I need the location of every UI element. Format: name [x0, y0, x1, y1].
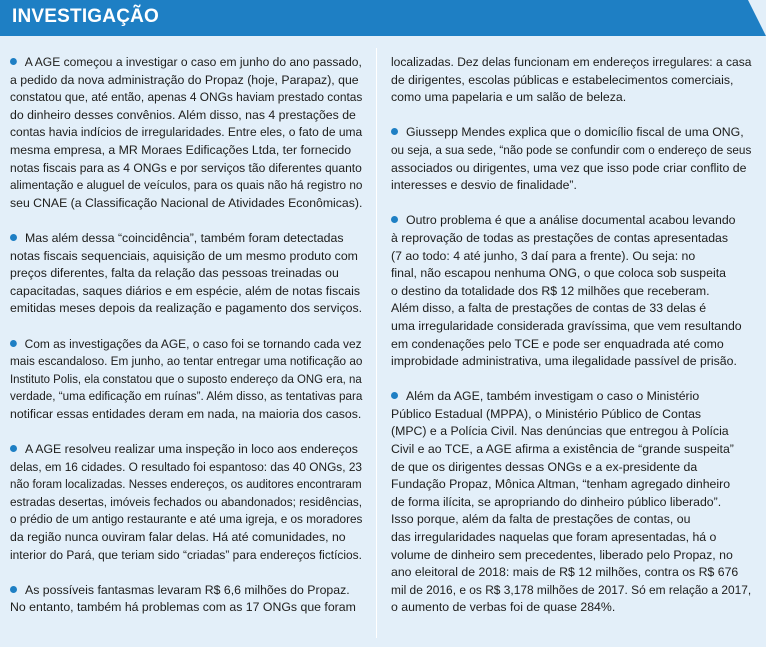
bullet-icon: [10, 586, 17, 593]
right-column: [391, 54, 751, 635]
section-header: [0, 0, 766, 36]
header-corner-notch: [748, 0, 766, 36]
paragraph-line: capacitadas, saques diários e em espécie, além de notas fiscais: [10, 283, 360, 298]
paragraph-line: notas fiscais para as 4 ONGs e por serviços tão diferentes quanto: [10, 160, 362, 175]
left-column: [10, 54, 362, 635]
paragraph-line: contas havia indícios de irregularidades. Entre eles, o fato de uma: [10, 125, 363, 140]
paragraph-line: verdade, “uma edificação em ruínas”. Além disso, as tentativas para: [10, 389, 363, 404]
paragraph-line: notificar essas entidades deram em nada, na maioria dos casos.: [10, 406, 362, 421]
paragraph-line: ou seja, a sua sede, “não pode se confundir com o endereço de seus: [391, 142, 752, 157]
paragraph-line: Público Estadual (MPPA), o Ministério Público de Contas: [391, 406, 702, 421]
paragraph-line: Além da AGE, também investigam o caso o Ministério: [406, 389, 700, 404]
paragraph-line: mil de 2016, e os R$ 3,178 milhões de 2017. Só em relação a 2017,: [391, 582, 752, 597]
paragraph-line: o destino da totalidade dos R$ 12 milhões que receberam.: [391, 283, 710, 298]
paragraph-line: A AGE resolveu realizar uma inspeção in loco aos endereços: [25, 442, 358, 457]
paragraph-line: Além disso, a falta de prestações de contas de 33 delas é: [391, 301, 707, 316]
paragraph-line: alimentação e aluguel de veículos, para os quais não há registro no: [10, 178, 363, 193]
paragraph-line: volume de dinheiro sem precedentes, liberado pelo Propaz, no: [391, 547, 733, 562]
paragraph-line: de forma ilícita, se apropriando do dinheiro público liberado”.: [391, 494, 722, 509]
bullet-icon: [391, 392, 398, 399]
paragraph-line: Instituto Polis, ela constatou que o suposto endereço da ONG era, na: [10, 371, 362, 386]
paragraph-line: da região nunca ouviram falar delas. Há até comunidades, no: [10, 530, 346, 545]
paragraph-line: não foram localizadas. Nesses endereços, os auditores encontraram: [10, 477, 362, 492]
paragraph-line: emitidas meses depois da realização e pagamento dos serviços.: [10, 301, 363, 316]
paragraph-line: Civil e ao TCE, a AGE afirma a existência de “grande suspeita”: [391, 442, 734, 457]
paragraph-line: delas, em 16 cidades. O resultado foi espantoso: das 40 ONGs, 23: [10, 459, 363, 474]
paragraph: [10, 582, 362, 617]
paragraph-line: ano eleitoral de 2018: mais de R$ 12 milhões, contra os R$ 676: [391, 565, 739, 580]
paragraph: [10, 230, 362, 318]
paragraph-line: de dirigentes, escolas públicas e estabelecimentos comerciais,: [391, 72, 734, 87]
bullet-icon: [10, 340, 17, 347]
paragraph-line: o aumento de verbas foi de quase 284%.: [391, 600, 616, 615]
bullet-icon: [10, 58, 17, 65]
paragraph-line: A AGE começou a investigar o caso em junho do ano passado,: [24, 55, 362, 69]
paragraph-line: do dinheiro desses convênios. Além disso, nas 4 prestações de: [10, 107, 356, 122]
paragraph-line: o prédio de um antigo restaurante e até uma igreja, e os moradores: [10, 512, 363, 527]
paragraph-line: No entanto, também há problemas com as 17 ONGs que foram: [10, 600, 356, 615]
paragraph: [391, 54, 751, 107]
paragraph-line: localizadas. Dez delas funcionam em endereços irregulares: a casa: [391, 55, 752, 69]
paragraph-line: improbidade administrativa, uma ilegalidade passível de prisão.: [391, 354, 737, 369]
paragraph-line: uma irregularidade considerada gravíssima, que vem resultando: [391, 318, 742, 333]
paragraph-line: a pedido da nova administração do Propaz (hoje, Parapaz), que: [10, 72, 359, 87]
paragraph-line: Outro problema é que a análise documental acabou levando: [406, 213, 736, 228]
paragraph-line: (7 ao todo: 4 até junho, 3 daí para a frente). Ou seja: no: [391, 248, 696, 263]
paragraph-line: Isso porque, além da falta de prestações de contas, ou: [391, 512, 691, 527]
paragraph-line: (MPC) e a Polícia Civil. Nas denúncias que entregou à Polícia: [391, 424, 729, 439]
column-divider: [376, 48, 377, 638]
paragraph: [391, 124, 751, 194]
paragraph-line: associados ou dirigentes, uma vez que isso pode criar conflito de: [391, 160, 747, 175]
paragraph: [391, 388, 751, 617]
paragraph: [10, 54, 362, 212]
paragraph-line: seu CNAE (a Classificação Nacional de Atividades Econômicas).: [10, 195, 363, 210]
paragraph-line: das irregularidades naquelas que foram apresentadas, há o: [391, 530, 717, 545]
bullet-icon: [10, 445, 17, 452]
paragraph-line: à reprovação de todas as prestações de contas apresentadas: [391, 230, 729, 245]
paragraph-line: Fundação Propaz, Mônica Altman, “tenham agregado dinheiro: [391, 477, 731, 492]
paragraph-line: mais escandaloso. Em junho, ao tentar entregar uma notificação ao: [10, 354, 363, 369]
paragraph: [10, 336, 362, 424]
paragraph-line: Mas além dessa “coincidência”, também foram detectadas: [25, 230, 344, 245]
paragraph: [391, 212, 751, 370]
paragraph-line: constatou que, até então, apenas 4 ONGs haviam prestado contas: [10, 90, 363, 105]
paragraph-line: preços diferentes, falta da relação das pessoas treinadas ou: [10, 266, 339, 281]
paragraph-line: mesma empresa, a MR Moraes Edificações Ltda, ter fornecido: [10, 142, 352, 157]
paragraph-line: como uma papelaria e um salão de beleza.: [391, 90, 627, 105]
bullet-icon: [391, 216, 398, 223]
paragraph-line: Com as investigações da AGE, o caso foi se tornando cada vez: [24, 336, 362, 351]
paragraph: [10, 441, 362, 564]
paragraph-line: notas fiscais sequenciais, aquisição de um mesmo produto com: [10, 248, 358, 263]
bullet-icon: [391, 128, 398, 135]
paragraph-line: de que os dirigentes dessas ONGs e a ex-presidente da: [391, 459, 698, 474]
paragraph-line: Giussepp Mendes explica que o domicílio fiscal de uma ONG,: [406, 125, 744, 140]
section-title: INVESTIGAÇÃO: [12, 6, 160, 27]
paragraph-line: interesses e desvio de finalidade”.: [391, 178, 577, 193]
paragraph-line: As possíveis fantasmas levaram R$ 6,6 milhões do Propaz.: [25, 582, 350, 597]
paragraph-line: final, não escapou nenhuma ONG, o que coloca sob suspeita: [391, 266, 726, 281]
paragraph-line: interior do Pará, que teriam sido “criadas” para endereços fictícios.: [10, 547, 362, 562]
bullet-icon: [10, 234, 17, 241]
paragraph-line: estradas desertas, imóveis fechados ou abandonados; residências,: [10, 494, 363, 509]
paragraph-line: em condenações pelo TCE e pode ser enquadrada até como: [391, 336, 724, 351]
